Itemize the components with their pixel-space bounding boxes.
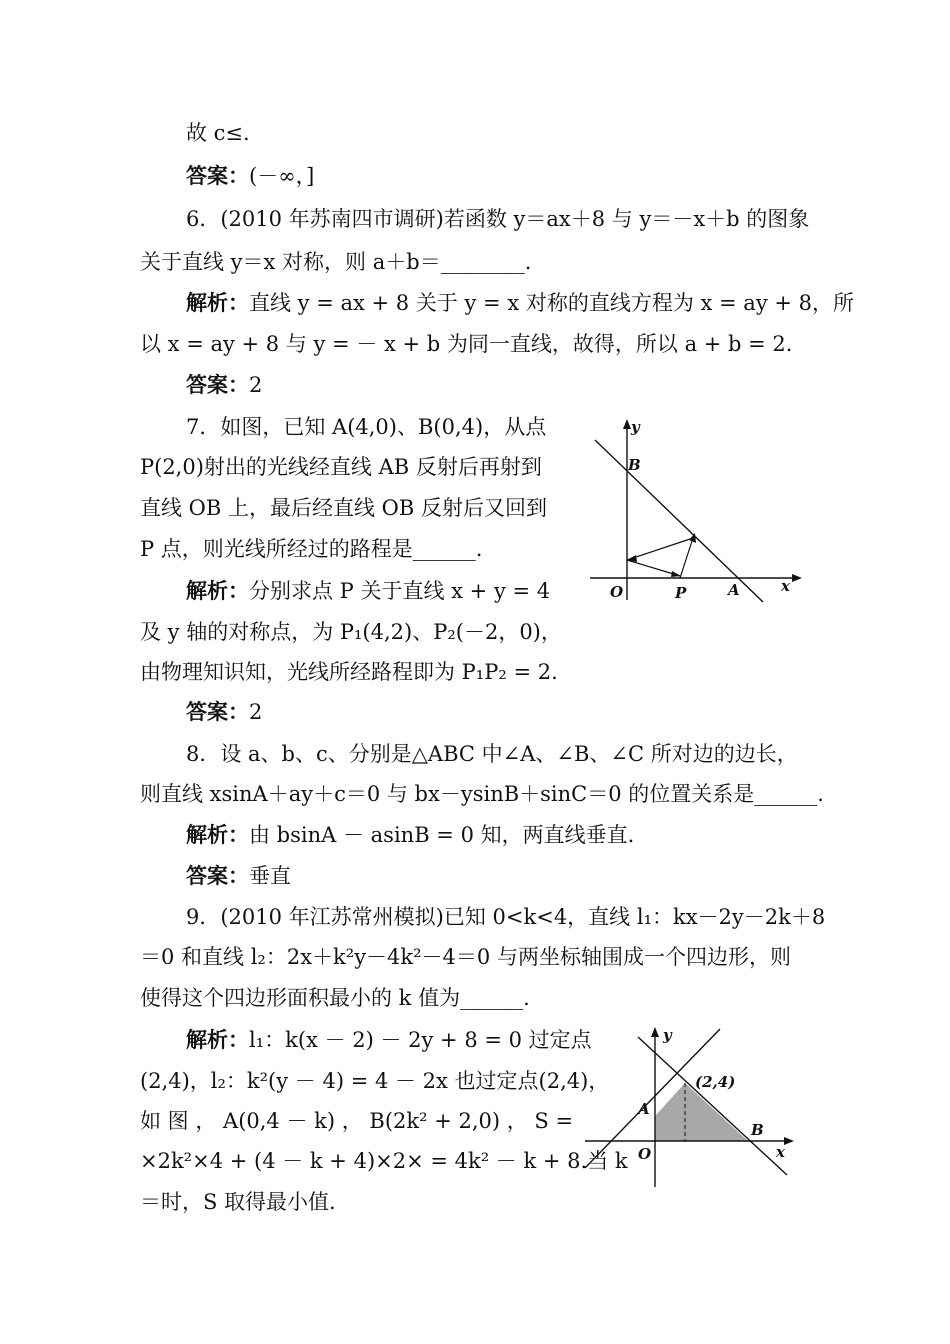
text-line: 故 c≤. (186, 121, 250, 145)
question-9-line: 9．(2010 年江苏常州模拟)已知 0<k<4，直线 l₁：kx－2y－2k＋8 (186, 905, 826, 929)
y-label: y (631, 418, 640, 436)
answer-line: 答案：2 (186, 699, 263, 724)
arrow-icon (671, 571, 681, 577)
question-7-line: 7．如图，已知 A(4,0)、B(0,4)，从点 (186, 415, 547, 439)
x-label: x (776, 1143, 785, 1161)
answer-label: 答案： (186, 863, 249, 888)
shaded-region (655, 1083, 748, 1141)
answer-line: 答案：(－∞，] (186, 163, 315, 188)
analysis-label: 解析： (186, 290, 249, 315)
text-line: 直线 OB 上，最后经直线 OB 反射后又回到 (140, 496, 547, 520)
text-line: (2,4)，l₂：k²(y － 4) = 4 － 2x 也过定点(2,4)， (140, 1069, 610, 1093)
ray-1 (680, 538, 693, 578)
answer-label: 答案： (186, 372, 249, 397)
ray-2 (627, 538, 693, 560)
analysis-line: 解析：分别求点 P 关于直线 x + y = 4 (186, 578, 551, 603)
point-a-label: A (638, 1100, 650, 1118)
analysis-label: 解析： (186, 1027, 249, 1052)
analysis-line: 解析：由 bsinA － asinB = 0 知，两直线垂直. (186, 822, 635, 847)
question-6-line: 6．(2010 年苏南四市调研)若函数 y＝ax＋8 与 y＝－x＋b 的图象 (186, 207, 810, 231)
text-line: 如 图 ， A(0,4 － k) ， B(2k² + 2,0) ， S = (140, 1109, 574, 1133)
question-8-line: 8．设 a、b、c、分别是△ABC 中∠A、∠B、∠C 所对边的边长， (186, 742, 798, 766)
figure-light-reflection (580, 415, 810, 610)
text-line: 使得这个四边形面积最小的 k 值为______. (140, 986, 530, 1010)
answer-line: 答案：垂直 (186, 863, 291, 888)
analysis-label: 解析： (186, 578, 249, 603)
text-line: 关于直线 y＝x 对称，则 a＋b＝________. (140, 250, 532, 274)
text-line: 以 x = ay + 8 与 y = － x + b 为同一直线，故得，所以 a + b = 2. (140, 332, 793, 356)
answer-line: 答案：2 (186, 372, 263, 397)
text-line: 及 y 轴的对称点，为 P₁(4,2)、P₂(－2，0)， (140, 620, 562, 644)
x-arrow-icon (792, 574, 802, 582)
point-b-label: B (751, 1121, 764, 1139)
y-arrow-icon (623, 419, 631, 429)
point-label: (2,4) (695, 1073, 736, 1091)
analysis-line: 解析：直线 y = ax + 8 关于 y = x 对称的直线方程为 x = ay + 8，所 (186, 290, 854, 315)
point-a-label: A (728, 581, 740, 599)
text-line: 由物理知识知，光线所经路程即为 P₁P₂ = 2. (140, 660, 558, 684)
analysis-label: 解析： (186, 822, 249, 847)
y-label: y (663, 1027, 672, 1044)
text-line: ＝时，S 取得最小值. (140, 1190, 336, 1214)
analysis-line: 解析：l₁：k(x － 2) － 2y + 8 = 0 过定点 (186, 1027, 592, 1052)
point-p-label: P (675, 584, 687, 602)
text-line: P(2,0)射出的光线经直线 AB 反射后再射到 (140, 455, 542, 479)
origin-label: O (638, 1145, 652, 1163)
origin-label: O (610, 583, 624, 601)
point-b-label: B (628, 456, 641, 474)
text-line: ＝0 和直线 l₂：2x＋k²y－4k²－4＝0 与两坐标轴围成一个四边形，则 (140, 945, 791, 969)
line-l2 (638, 1037, 787, 1175)
answer-label: 答案： (186, 163, 249, 188)
figure-quadrilateral (580, 1027, 810, 1192)
x-arrow-icon (784, 1137, 794, 1145)
text-line: 则直线 xsinA＋ay＋c＝0 与 bx－ysinB＋sinC＝0 的位置关系是______. (140, 782, 824, 806)
answer-label: 答案： (186, 699, 249, 724)
text-line: P 点，则光线所经过的路程是______. (140, 537, 483, 561)
text-line: ×2k²×4 + (4 － k + 4)×2× = 4k² － k + 8.当 k (140, 1149, 628, 1173)
y-arrow-icon (651, 1027, 659, 1037)
x-label: x (781, 577, 790, 595)
